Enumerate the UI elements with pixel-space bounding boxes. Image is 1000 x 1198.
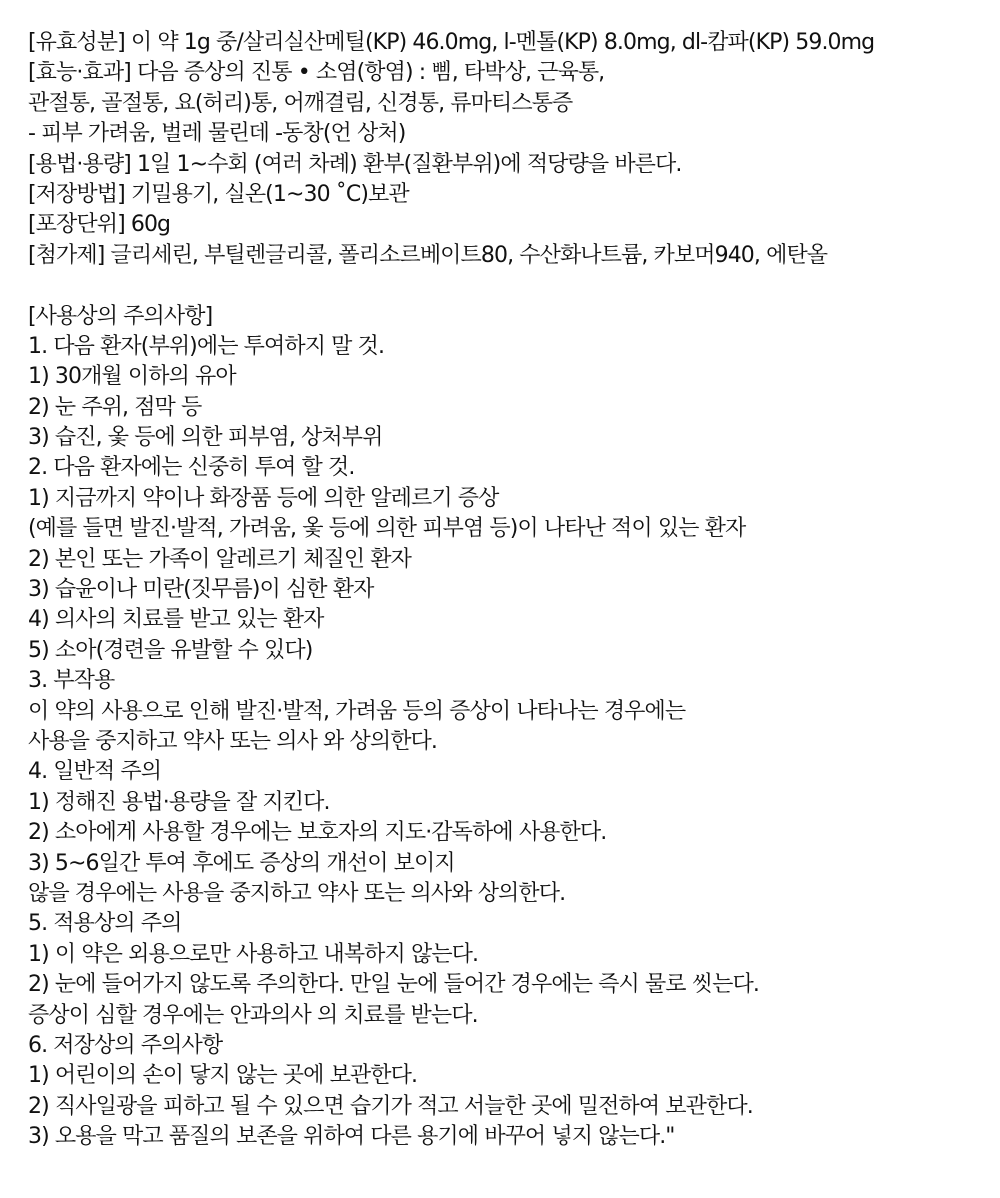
precaution-line: 2) 소아에게 사용할 경우에는 보호자의 지도·감독하에 사용한다. (28, 820, 607, 846)
precaution-line: 1) 30개월 이하의 유아 (28, 364, 236, 390)
dosage-line: [용법·용량] 1일 1~수회 (여러 차례) 환부(질환부위)에 적당량을 바른다. (28, 151, 682, 177)
precaution-line: 6. 저장상의 주의사항 (28, 1032, 223, 1058)
efficacy-line: [효능·효과] 다음 증상의 진통 • 소염(항염) : 삠, 타박상, 근육통, (28, 60, 605, 86)
storage-method-line: [저장방법] 기밀용기, 실온(1~30 ˚C)보관 (28, 181, 409, 207)
precaution-line: 2) 눈 주위, 점막 등 (28, 394, 202, 420)
precautions-section (28, 302, 992, 1153)
precaution-line: 2) 눈에 들어가지 않도록 주의한다. 만일 눈에 들어간 경우에는 즉시 물로 씻는다. (28, 972, 759, 998)
package-unit-line: [포장단위] 60g (28, 212, 171, 238)
precaution-line: 5) 소아(경련을 유발할 수 있다) (28, 637, 313, 663)
precaution-line: 4. 일반적 주의 (28, 759, 162, 785)
precaution-line: 이 약의 사용으로 인해 발진·발적, 가려움 등의 증상이 나타나는 경우에는 (28, 698, 686, 724)
precaution-line: 3) 오용을 막고 품질의 보존을 위하여 다른 용기에 바꾸어 넣지 않는다." (28, 1124, 675, 1150)
precaution-line: 2. 다음 환자에는 신중히 투여 할 것. (28, 455, 355, 481)
precaution-line: 5. 적용상의 주의 (28, 911, 182, 937)
efficacy-line-cont: 관절통, 골절통, 요(허리)통, 어깨결림, 신경통, 류마티스통증 (28, 90, 573, 116)
additives-line: [첨가제] 글리세린, 부틸렌글리콜, 폴리소르베이트80, 수산화나트륨, 카보머940, 에탄올 (28, 242, 828, 268)
efficacy-line-cont: - 피부 가려움, 벌레 물린데 -동창(언 상처) (28, 121, 406, 147)
precaution-line: 4) 의사의 치료를 받고 있는 환자 (28, 607, 324, 633)
precaution-line: 증상이 심할 경우에는 안과의사 의 치료를 받는다. (28, 1002, 478, 1028)
precaution-line: 1) 어린이의 손이 닿지 않는 곳에 보관한다. (28, 1063, 418, 1089)
precaution-line: 않을 경우에는 사용을 중지하고 약사 또는 의사와 상의한다. (28, 880, 566, 906)
precaution-line: 사용을 중지하고 약사 또는 의사 와 상의한다. (28, 728, 437, 754)
precaution-line: (예를 들면 발진·발적, 가려움, 옻 등에 의한 피부염 등)이 나타난 적이 있는 환자 (28, 516, 746, 542)
precaution-line: 2) 본인 또는 가족이 알레르기 체질인 환자 (28, 546, 411, 572)
precaution-line: 3. 부작용 (28, 668, 115, 694)
document-body (28, 28, 992, 1152)
active-ingredients-line: [유효성분] 이 약 1g 중/살리실산메틸(KP) 46.0mg, l-멘톨(KP) 8.0mg, dl-캄파(KP) 59.0mg (28, 30, 875, 55)
precaution-line: 3) 습윤이나 미란(짓무름)이 심한 환자 (28, 577, 374, 603)
precaution-line: 1) 정해진 용법·용량을 잘 지킨다. (28, 789, 330, 815)
precaution-line: 2) 직사일광을 피하고 될 수 있으면 습기가 적고 서늘한 곳에 밀전하여 보관한다. (28, 1093, 753, 1119)
precaution-line: 1) 이 약은 외용으로만 사용하고 내복하지 않는다. (28, 941, 479, 967)
precaution-line: 3) 5~6일간 투여 후에도 증상의 개선이 보이지 (28, 850, 455, 876)
blank-spacer (28, 271, 992, 301)
precaution-line: 1. 다음 환자(부위)에는 투여하지 말 것. (28, 333, 385, 359)
product-info-section (28, 28, 992, 271)
precaution-line: 1) 지금까지 약이나 화장품 등에 의한 알레르기 증상 (28, 485, 499, 511)
precautions-heading: [사용상의 주의사항] (28, 303, 213, 329)
precaution-line: 3) 습진, 옻 등에 의한 피부염, 상처부위 (28, 425, 383, 451)
